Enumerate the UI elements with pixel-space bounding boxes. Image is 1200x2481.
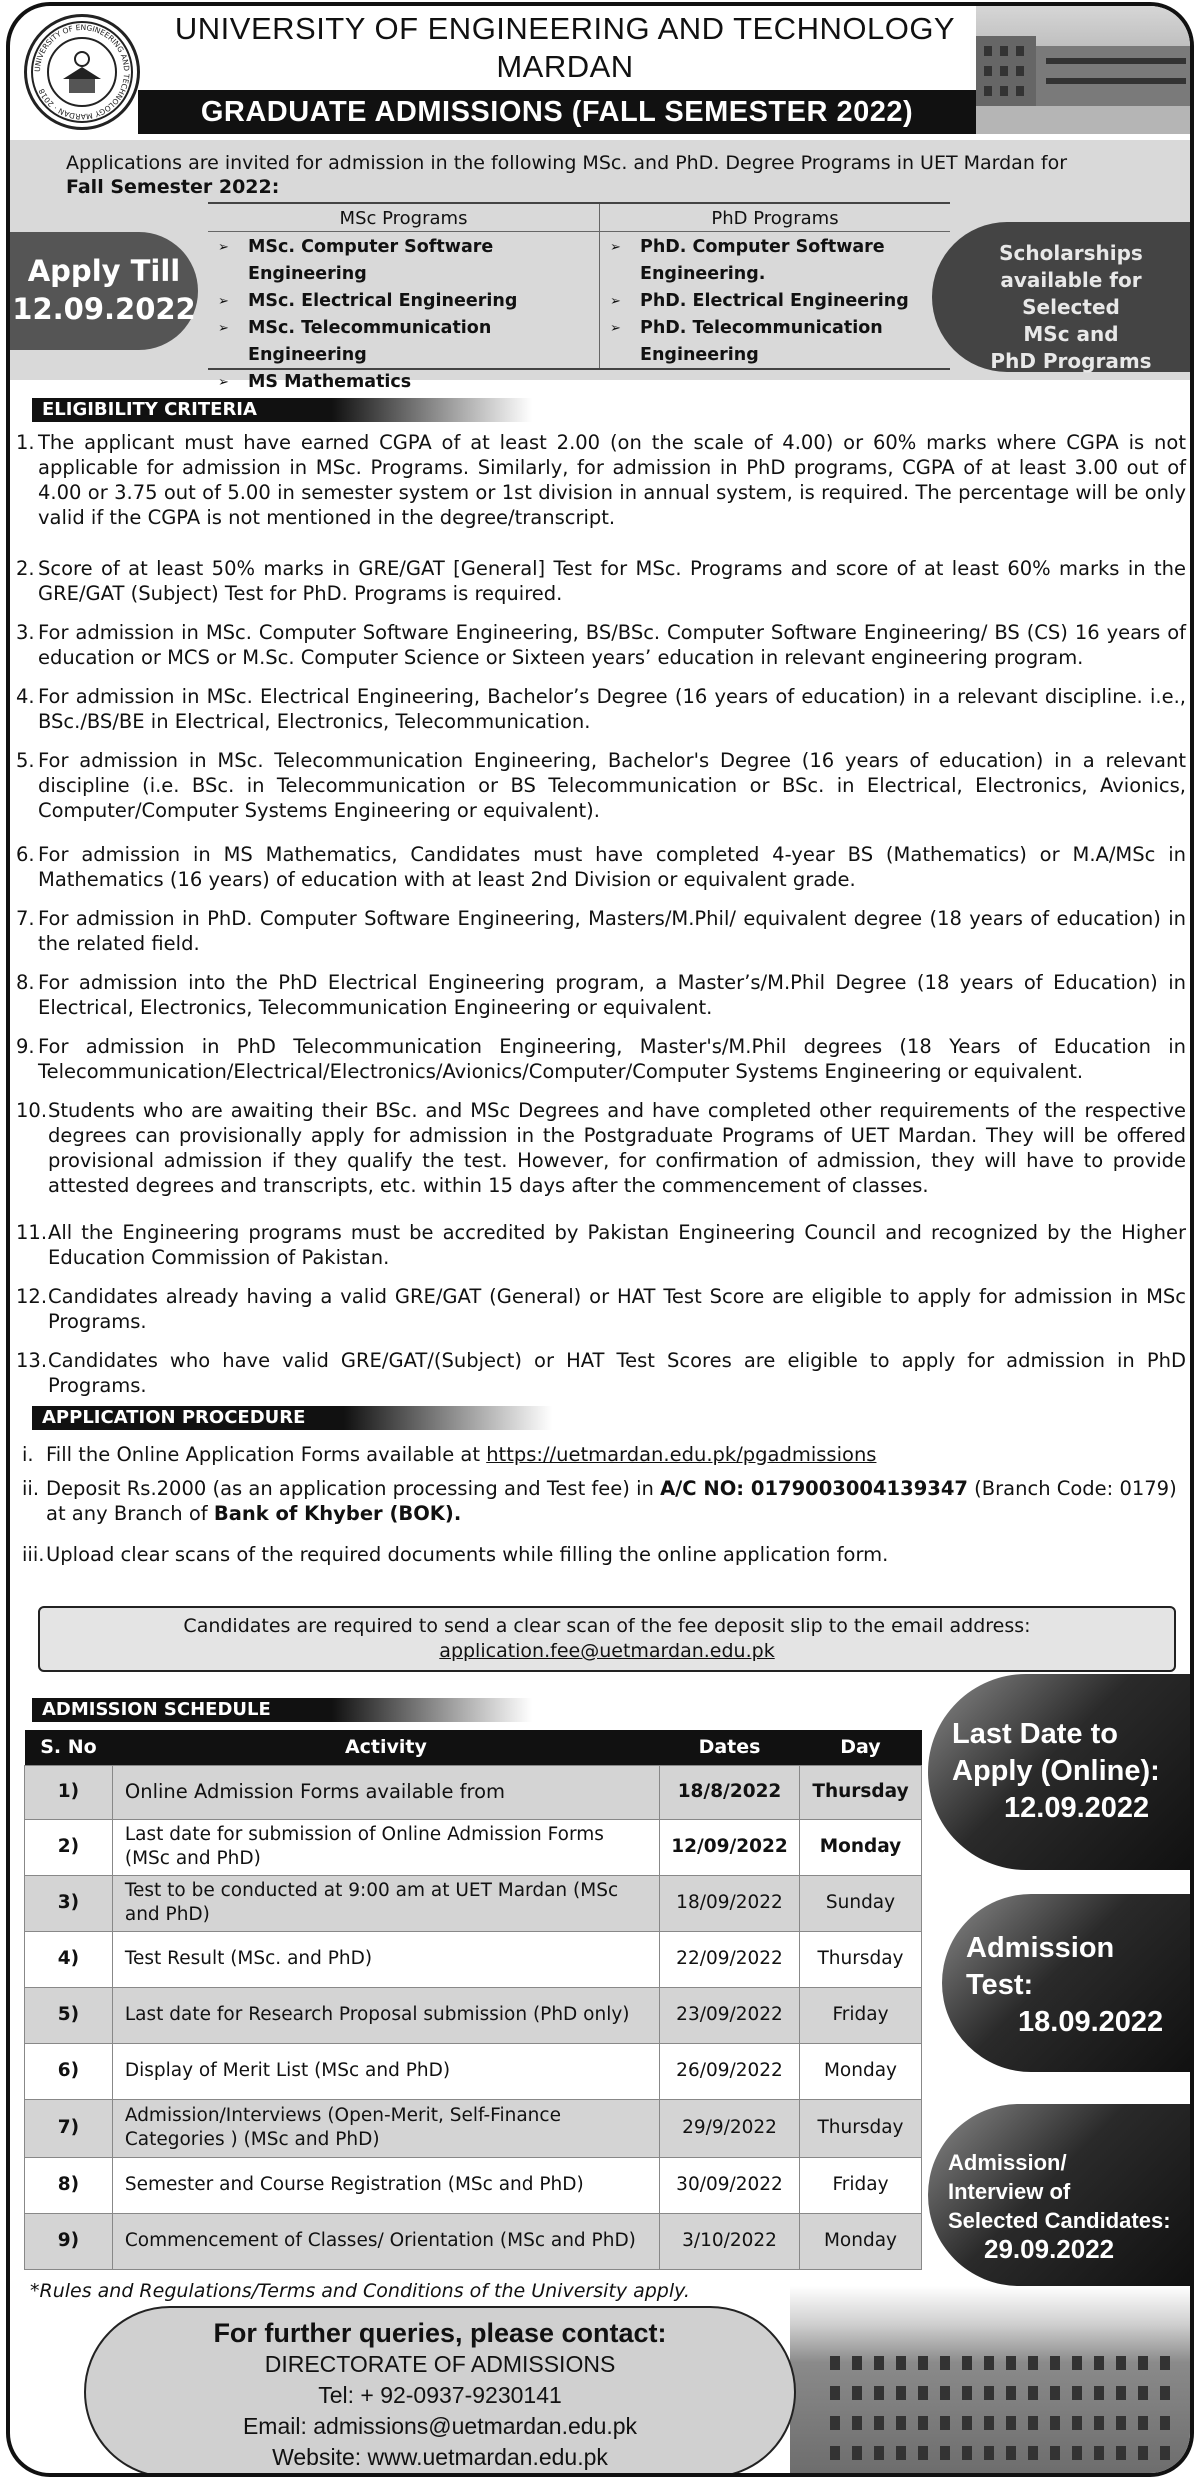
procedure-heading: APPLICATION PROCEDURE: [32, 1406, 552, 1430]
table-header-row: [25, 1730, 922, 1765]
rules-note: *Rules and Regulations/Terms and Conditions of the University apply.: [30, 2280, 690, 2302]
admission-test-callout: Admission Test: 18.09.2022: [942, 1894, 1190, 2072]
admissions-banner: GRADUATE ADMISSIONS (FALL SEMESTER 2022): [138, 90, 976, 134]
list-item: 5. For admission in MSc. Telecommunication Engineering, Bachelor's Degree (16 years of education) in a relevant discipline (i.e. BSc. in Telecommunication or BS Telecommunication or BSc. in Electrical, Electronics, Avionics, Computer/Computer Systems Engineering or equivalent).: [16, 749, 1186, 822]
table-row: 8) Semester and Course Registration (MSc and PhD) 30/09/2022 Friday: [25, 2157, 922, 2213]
phd-programs-column: [600, 204, 950, 368]
university-name-line1: UNIVERSITY OF ENGINEERING AND TECHNOLOGY: [174, 11, 956, 46]
scholarship-badge: Scholarships available for Selected MSc and PhD Programs: [932, 222, 1190, 372]
program-item: ➢ MSc. Computer Software Engineering: [218, 234, 599, 288]
eligibility-heading: ELIGIBILITY CRITERIA: [32, 398, 532, 422]
apply-till-date: 12.09.2022: [12, 292, 196, 326]
arrow-bullet-icon: ➢: [610, 294, 621, 309]
apply-till-label: Apply Till: [27, 254, 181, 288]
procedure-step: iii. Upload clear scans of the required documents while filling the online application form.: [22, 1543, 889, 1566]
column-header: S. No: [25, 1730, 113, 1765]
intro-semester: Fall Semester 2022:: [66, 176, 280, 198]
table-row: 2) Last date for submission of Online Admission Forms (MSc and PhD) 12/09/2022 Monday: [25, 1819, 922, 1875]
schedule-heading: ADMISSION SCHEDULE: [32, 1698, 532, 1722]
university-name-line2: MARDAN: [496, 49, 634, 84]
phd-programs-header: PhD Programs: [600, 204, 950, 232]
list-item: 4. For admission in MSc. Electrical Engineering, Bachelor’s Degree (16 years of education) in a relevant discipline. i.e., BSc./BS/BE in Electrical, Electronics, Telecommunication.: [16, 685, 1186, 733]
column-header: Activity: [112, 1730, 659, 1765]
table-row: 7) Admission/Interviews (Open-Merit, Self-Finance Categories ) (MSc and PhD) 29/9/2022 Thursday: [25, 2099, 922, 2157]
account-number: A/C NO: 0179003004139347: [660, 1477, 968, 1500]
list-item: 3. For admission in MSc. Computer Software Engineering, BS/BSc. Computer Software Engineering/ BS (CS) 16 years of education or MCS or M.Sc. Computer Science or Sixteen years’ education in relevant engineering program.: [16, 621, 1186, 669]
program-item: ➢ PhD. Computer Software Engineering.: [610, 234, 950, 288]
fee-notice-box: [38, 1606, 1176, 1672]
schedule-table: [24, 1730, 922, 2270]
list-item: 8. For admission into the PhD Electrical Engineering program, a Master’s/M.Phil Degree (18 years of Education) in Electrical, Electronics, Telecommunication Engineering or equivalent.: [16, 971, 1186, 1019]
campus-building-photo: [976, 6, 1190, 134]
list-item: 13. Candidates who have valid GRE/GAT/(Subject) or HAT Test Scores are eligible to apply for admission in PhD Programs.: [16, 1349, 1186, 1397]
table-row: 4) Test Result (MSc. and PhD) 22/09/2022 Thursday: [25, 1931, 922, 1987]
list-item: 7. For admission in PhD. Computer Software Engineering, Masters/M.Phil/ equivalent degree (18 years of education) in the related field.: [16, 907, 1186, 955]
list-item: 2. Score of at least 50% marks in GRE/GAT [General] Test for MSc. Programs and score of at least 60% marks in the GRE/GAT (Subject) Test for PhD. Programs is required.: [16, 557, 1186, 605]
interview-callout: Admission/ Interview of Selected Candidates: 29.09.2022: [928, 2104, 1190, 2286]
column-header: Dates: [660, 1730, 800, 1765]
list-item: 10. Students who are awaiting their BSc. and MSc Degrees and have completed other requirements of the respective degrees can provisionally apply for admission in the Postgraduate Programs of UET Mardan. They will be offered provisional admission if they qualify the test. However, for confirmation of admission, they will have to provide attested degrees and transcripts, etc. within 15 days after the commencement of classes.: [16, 1099, 1186, 1197]
table-row: 5) Last date for Research Proposal submission (PhD only) 23/09/2022 Friday: [25, 1987, 922, 2043]
procedure-step: i. Fill the Online Application Forms available at https://uetmardan.edu.pk/pgadmissions: [22, 1443, 877, 1466]
arrow-bullet-icon: ➢: [218, 240, 229, 255]
table-row: 1) Online Admission Forms available from 18/8/2022 Thursday: [25, 1765, 922, 1819]
svg-text:UNIVERSITY OF ENGINEERING AND: UNIVERSITY OF ENGINEERING AND TECHNOLOGY MARDAN · 2018: [32, 22, 132, 122]
arrow-bullet-icon: ➢: [218, 321, 229, 336]
logo-seal-icon: [27, 17, 137, 127]
campus-building-photo-footer: [790, 2286, 1190, 2477]
msc-programs-column: [208, 204, 600, 392]
pgadmissions-link[interactable]: https://uetmardan.edu.pk/pgadmissions: [486, 1443, 877, 1466]
procedure-step: ii. Deposit Rs.2000 (as an application processing and Test fee) in A/C NO: 0179003004139347 (Branch Code: 0179) at any Branch of Bank of Khyber (BOK).: [22, 1477, 1177, 1525]
list-item: 11. All the Engineering programs must be accredited by Pakistan Engineering Council and recognized by the Higher Education Commission of Pakistan.: [16, 1221, 1186, 1269]
arrow-bullet-icon: ➢: [218, 375, 229, 390]
university-logo: [24, 14, 140, 130]
bank-name: Bank of Khyber (BOK).: [213, 1502, 462, 1525]
fee-email-link[interactable]: application.fee@uetmardan.edu.pk: [439, 1640, 775, 1662]
table-row: 9) Commencement of Classes/ Orientation (MSc and PhD) 3/10/2022 Monday: [25, 2213, 922, 2269]
contact-heading: For further queries, please contact:: [213, 2318, 667, 2348]
fee-notice-text: Candidates are required to send a clear scan of the fee deposit slip to the email address:: [183, 1615, 1031, 1637]
intro-text: Applications are invited for admission in the following MSc. and PhD. Degree Programs in UET Mardan for: [66, 152, 1068, 174]
list-item: 12. Candidates already having a valid GRE/GAT (General) or HAT Test Score are eligible to apply for admission in MSc Programs.: [16, 1285, 1186, 1333]
list-item: 9. For admission in PhD Telecommunication Engineering, Master's/M.Phil degrees (18 Years of Education in Telecommunication/Electrical/Electronics/Avionics/Computer/Computer Systems Engineering or equivalent.: [16, 1035, 1186, 1083]
program-item: ➢ MSc. Telecommunication Engineering: [218, 315, 599, 369]
arrow-bullet-icon: ➢: [218, 294, 229, 309]
contact-box: [84, 2306, 796, 2477]
university-name: [145, 10, 985, 86]
apply-till-badge: [10, 232, 198, 350]
program-item: ➢ MS Mathematics: [218, 369, 599, 396]
intro-panel: [10, 140, 1190, 392]
contact-website[interactable]: Website: www.uetmardan.edu.pk: [272, 2444, 608, 2470]
list-item: 1. The applicant must have earned CGPA of at least 2.00 (on the scale of 4.00) or 60% marks where CGPA is not applicable for admission in MSc. Programs. Similarly, for admission in PhD programs, CGPA of at least 3.00 out of 4.00 or 3.75 out of 5.00 in semester system or 1st division in annual system, is required. The percentage will be only valid if the CGPA is not mentioned in the degree/transcript.: [16, 431, 1186, 529]
advertisement-frame: [6, 2, 1194, 2477]
contact-office: DIRECTORATE OF ADMISSIONS: [264, 2351, 616, 2377]
table-row: 3) Test to be conducted at 9:00 am at UET Mardan (MSc and PhD) 18/09/2022 Sunday: [25, 1875, 922, 1931]
msc-programs-header: MSc Programs: [208, 204, 599, 232]
column-header: Day: [799, 1730, 921, 1765]
contact-phone[interactable]: Tel: + 92-0937-9230141: [318, 2382, 562, 2408]
list-item: 6. For admission in MS Mathematics, Candidates must have completed 4-year BS (Mathematics) or M.A/MSc in Mathematics (16 years) of education with at least 2nd Division or equivalent grade.: [16, 843, 1186, 891]
programs-table: [208, 202, 950, 392]
contact-email[interactable]: Email: admissions@uetmardan.edu.pk: [242, 2413, 638, 2439]
program-item: ➢ PhD. Telecommunication Engineering: [610, 315, 950, 369]
last-date-callout: Last Date to Apply (Online): 12.09.2022: [928, 1674, 1190, 1870]
program-item: ➢ MSc. Electrical Engineering: [218, 288, 599, 315]
table-row: 6) Display of Merit List (MSc and PhD) 26/09/2022 Monday: [25, 2043, 922, 2099]
program-item: ➢ PhD. Electrical Engineering: [610, 288, 950, 315]
arrow-bullet-icon: ➢: [610, 321, 621, 336]
building-icon: [976, 6, 1190, 134]
arrow-bullet-icon: ➢: [610, 240, 621, 255]
